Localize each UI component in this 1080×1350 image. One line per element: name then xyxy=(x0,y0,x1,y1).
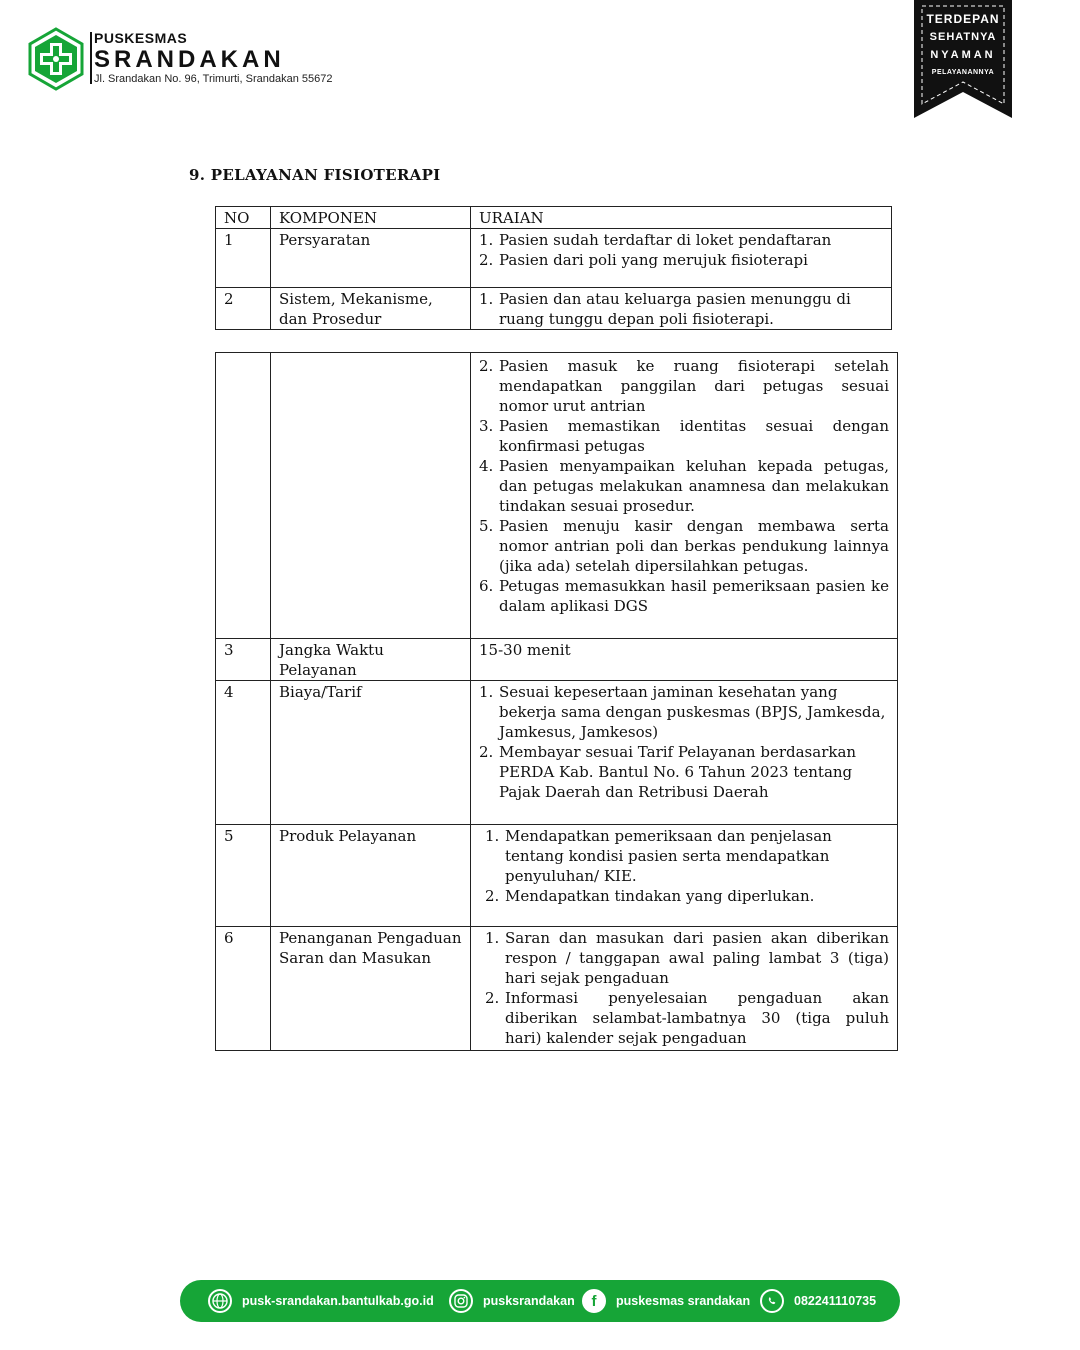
table-header-row xyxy=(216,207,892,229)
brand-name: SRANDAKAN xyxy=(94,46,285,73)
row-uraian xyxy=(471,927,898,1051)
item-text: Pasien masuk ke ruang fisioterapi setelah mendapatkan panggilan dari petugas sesuai nomor urut antrian xyxy=(499,357,889,415)
brand-address: Jl. Srandakan No. 96, Trimurti, Srandakan 55672 xyxy=(94,73,333,85)
item-number: 1. xyxy=(479,683,494,701)
ribbon-line-3: NYAMAN xyxy=(930,49,996,61)
row-no: 6 xyxy=(216,927,271,1051)
item-number: 1. xyxy=(485,827,500,845)
item-text: Pasien memastikan identitas sesuai dengan konfirmasi petugas xyxy=(499,417,889,455)
item-number: 2. xyxy=(479,251,494,269)
footer-whatsapp[interactable] xyxy=(760,1280,876,1322)
item-text: Pasien menyampaikan keluhan kepada petugas, dan petugas melakukan anamnesa dan melakukan tindakan sesuai prosedur. xyxy=(499,457,889,515)
item-text: Pasien dari poli yang merujuk fisioterapi xyxy=(499,251,808,269)
footer-website-text: pusk-srandakan.bantulkab.go.id xyxy=(242,1294,434,1308)
list-item xyxy=(479,576,889,616)
header-uraian: URAIAN xyxy=(471,207,892,229)
row-uraian xyxy=(471,825,898,927)
section-title: 9. PELAYANAN FISIOTERAPI xyxy=(189,166,441,184)
list-item xyxy=(479,742,889,802)
row-uraian xyxy=(471,229,892,288)
item-number: 3. xyxy=(479,417,494,435)
row-komponen: Persyaratan xyxy=(271,229,471,288)
item-text: 15-30 menit xyxy=(479,641,571,659)
item-text: Petugas memasukkan hasil pemeriksaan pasien ke dalam aplikasi DGS xyxy=(499,577,889,615)
row-uraian xyxy=(471,681,898,825)
footer-website[interactable] xyxy=(208,1280,434,1322)
row-uraian xyxy=(471,639,898,681)
item-number: 2. xyxy=(479,743,494,761)
row-komponen: Biaya/Tarif xyxy=(271,681,471,825)
service-table-part-1 xyxy=(215,206,892,330)
row-komponen: Sistem, Mekanisme, dan Prosedur xyxy=(271,288,471,330)
instagram-icon xyxy=(449,1289,473,1313)
list-item xyxy=(479,416,889,456)
header-komponen: KOMPONEN xyxy=(271,207,471,229)
table-row xyxy=(216,229,892,288)
list-item xyxy=(479,356,889,416)
row-no: 5 xyxy=(216,825,271,927)
list-item xyxy=(485,928,889,988)
ribbon-line-4: PELAYANANNYA xyxy=(931,69,995,76)
footer-bar xyxy=(180,1280,900,1322)
list-item xyxy=(479,682,889,742)
item-number: 1. xyxy=(479,290,494,308)
ribbon-line-2: SEHATNYA xyxy=(929,31,997,43)
table-row xyxy=(216,681,898,825)
footer-instagram[interactable] xyxy=(449,1280,575,1322)
row-komponen: Jangka Waktu Pelayanan xyxy=(271,639,471,681)
list-item xyxy=(479,516,889,576)
whatsapp-icon xyxy=(760,1289,784,1313)
item-text: Mendapatkan tindakan yang diperlukan. xyxy=(505,887,815,905)
puskesmas-logo xyxy=(27,27,85,91)
item-text: Pasien dan atau keluarga pasien menunggu di ruang tunggu depan poli fisioterapi. xyxy=(499,290,851,328)
footer-whatsapp-text: 082241110735 xyxy=(794,1294,877,1308)
ribbon-line-1: TERDEPAN xyxy=(926,12,1000,26)
header-no: NO xyxy=(216,207,271,229)
item-text: Membayar sesuai Tarif Pelayanan berdasarkan PERDA Kab. Bantul No. 6 Tahun 2023 tentang Pajak Daerah dan Retribusi Daerah xyxy=(499,743,857,801)
item-number: 5. xyxy=(479,517,494,535)
table-row xyxy=(216,353,898,639)
item-number: 1. xyxy=(485,929,500,947)
list-item xyxy=(479,456,889,516)
row-no: 4 xyxy=(216,681,271,825)
row-komponen: Produk Pelayanan xyxy=(271,825,471,927)
list-item xyxy=(485,886,889,906)
item-number: 4. xyxy=(479,457,494,475)
table-row xyxy=(216,639,898,681)
item-text: Saran dan masukan dari pasien akan diberikan respon / tanggapan awal paling lambat 3 (tiga) hari sejak pengaduan xyxy=(505,929,889,987)
brand-small-text: PUSKESMAS xyxy=(94,30,188,46)
list-item xyxy=(485,988,889,1048)
list-item xyxy=(479,640,889,660)
table-row xyxy=(216,927,898,1051)
item-number: 2. xyxy=(479,357,494,375)
item-text: Mendapatkan pemeriksaan dan penjelasan tentang kondisi pasien serta mendapatkan penyuluhan/ KIE. xyxy=(505,827,832,885)
item-text: Informasi penyelesaian pengaduan akan diberikan selambat-lambatnya 30 (tiga puluh hari) kalender sejak pengaduan xyxy=(505,989,889,1047)
ribbon-text xyxy=(914,10,1012,82)
footer-facebook-text: puskesmas srandakan xyxy=(616,1294,751,1308)
footer-facebook[interactable] xyxy=(582,1280,750,1322)
row-komponen xyxy=(271,353,471,639)
facebook-icon: f xyxy=(582,1289,606,1313)
row-uraian xyxy=(471,353,898,639)
table-row xyxy=(216,825,898,927)
service-table-part-2 xyxy=(215,352,898,1051)
footer-instagram-text: pusksrandakan xyxy=(483,1294,575,1308)
row-no: 2 xyxy=(216,288,271,330)
item-number: 2. xyxy=(485,989,500,1007)
list-item xyxy=(479,250,883,270)
globe-icon xyxy=(208,1289,232,1313)
list-item xyxy=(485,826,889,886)
row-no: 3 xyxy=(216,639,271,681)
row-komponen: Penanganan Pengaduan Saran dan Masukan xyxy=(271,927,471,1051)
brand-divider xyxy=(90,32,92,84)
item-number: 1. xyxy=(479,231,494,249)
row-no: 1 xyxy=(216,229,271,288)
list-item xyxy=(479,289,883,329)
item-text: Pasien sudah terdaftar di loket pendaftaran xyxy=(499,231,832,249)
item-number: 2. xyxy=(485,887,500,905)
item-number: 6. xyxy=(479,577,494,595)
table-row xyxy=(216,288,892,330)
list-item xyxy=(479,230,883,250)
item-text: Pasien menuju kasir dengan membawa serta nomor antrian poli dan berkas pendukung lainnya (jika ada) setelah dipersilahkan petugas. xyxy=(499,517,889,575)
brand-block xyxy=(94,30,332,86)
item-text: Sesuai kepesertaan jaminan kesehatan yang bekerja sama dengan puskesmas (BPJS, Jamkesda, Jamkesus, Jamkesos) xyxy=(499,683,886,741)
row-no xyxy=(216,353,271,639)
row-uraian xyxy=(471,288,892,330)
